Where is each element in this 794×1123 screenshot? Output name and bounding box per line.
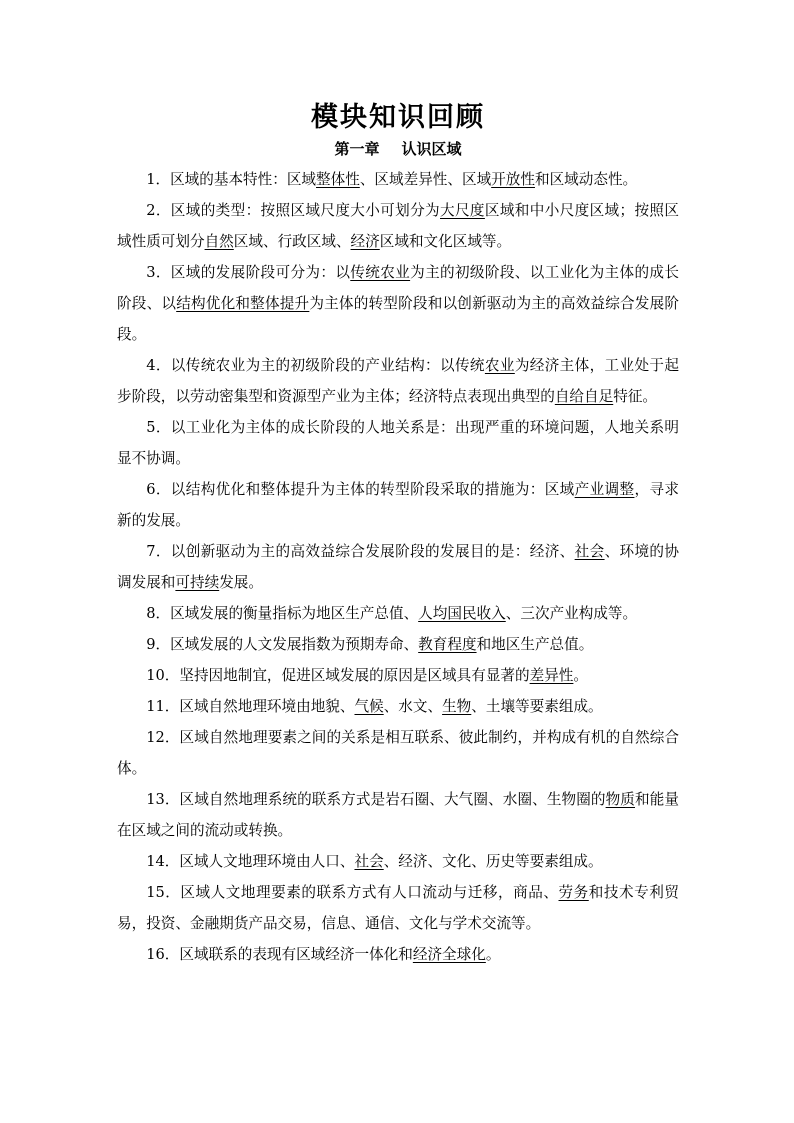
underlined-answer: 气候 [354, 698, 384, 715]
underlined-answer: 社会 [574, 543, 605, 560]
item-text: 、区域差异性、区域 [359, 171, 492, 188]
underlined-answer: 自给自足 [554, 388, 614, 405]
list-item [117, 722, 679, 784]
page-title: 模块知识回顾 [311, 102, 485, 133]
item-text: 发展。 [219, 574, 263, 591]
chapter-name: 认识区域 [401, 140, 462, 158]
item-text: 。 [485, 946, 501, 963]
item-text: 6．以结构优化和整体提升为主体的转型阶段采取的措施为：区域 [146, 481, 575, 498]
document-page [117, 98, 679, 970]
underlined-answer: 产业调整 [574, 481, 635, 498]
underlined-answer: 整体性 [316, 171, 360, 188]
item-text: 8．区域发展的衡量指标为地区生产总值、 [146, 605, 419, 622]
list-item [117, 536, 679, 598]
underlined-answer: 传统农业 [350, 264, 411, 281]
underlined-answer: 开放性 [491, 171, 535, 188]
list-item [117, 164, 679, 195]
list-item [117, 474, 679, 536]
list-item [117, 660, 679, 691]
underlined-answer: 劳务 [558, 884, 589, 901]
item-text: 、经济、文化、历史等要素组成。 [383, 853, 603, 870]
underlined-answer: 可持续 [175, 574, 220, 591]
item-text: 区域和中小尺度区域；按照区域性质可划分 [117, 202, 679, 250]
chapter-heading [117, 138, 679, 160]
item-text: 、环境的协调发展和 [117, 543, 679, 591]
chapter-label: 第一章 [334, 140, 380, 158]
item-text: 14．区域人文地理环境由人口、 [146, 853, 355, 870]
item-text: 9．区域发展的人文发展指数为预期寿命、 [146, 636, 419, 653]
item-text: 和能量在区域之间的流动或转换。 [117, 791, 679, 839]
item-text: 12．区域自然地理要素之间的关系是相互联系、彼此制约，并构成有机的自然综合体。 [117, 729, 679, 777]
item-text: 区域和文化区域等。 [379, 233, 512, 250]
item-text: 和地区生产总值。 [476, 636, 594, 653]
list-item [117, 350, 679, 412]
knowledge-list [117, 164, 679, 970]
list-item [117, 195, 679, 257]
item-text: 1．区域的基本特性：区域 [146, 171, 317, 188]
item-text: 13．区域自然地理系统的联系方式是岩石圈、大气圈、水圈、生物圈的 [146, 791, 606, 808]
item-text: 和区域动态性。 [534, 171, 638, 188]
underlined-answer: 结构优化和整体提升 [176, 295, 310, 312]
list-item [117, 412, 679, 474]
underlined-answer: 经济全球化 [412, 946, 486, 963]
item-text: 为主体的转型阶段和以创新驱动为主的高效益综合发展阶段。 [117, 295, 679, 343]
underlined-answer: 经济 [350, 233, 380, 250]
underlined-answer: 社会 [354, 853, 384, 870]
item-text: 10．坚持因地制宜，促进区域发展的原因是区域具有显著的 [146, 667, 530, 684]
list-item [117, 257, 679, 350]
item-text: 为主的初级阶段、以工业化为主体的成长阶段、以 [117, 264, 679, 312]
item-text: 16．区域联系的表现有区域经济一体化和 [146, 946, 413, 963]
list-item [117, 939, 679, 970]
underlined-answer: 生物 [442, 698, 472, 715]
item-text: ，寻求新的发展。 [117, 481, 679, 529]
item-text: 11．区域自然地理环境由地貌、 [146, 698, 355, 715]
item-text: 和技术专利贸易，投资、金融期货产品交易，信息、通信、文化与学术交流等。 [117, 884, 679, 932]
item-text: 。 [573, 667, 589, 684]
item-text: 4．以传统农业为主的初级阶段的产业结构：以传统 [146, 357, 485, 374]
underlined-answer: 农业 [484, 357, 515, 374]
item-text: 区域、行政区域、 [233, 233, 351, 250]
list-item [117, 846, 679, 877]
item-text: 、三次产业构成等。 [505, 605, 638, 622]
item-text: 为经济主体，工业处于起步阶段，以劳动密集型和资源型产业为主体；经济特点表现出典型的 [117, 357, 679, 405]
underlined-answer: 教育程度 [418, 636, 477, 653]
list-item [117, 784, 679, 846]
underlined-answer: 差异性 [529, 667, 574, 684]
list-item [117, 629, 679, 660]
underlined-answer: 人均国民收入 [418, 605, 506, 622]
list-item [117, 877, 679, 939]
underlined-answer: 大尺度 [440, 202, 485, 219]
item-text: 2．区域的类型：按照区域尺度大小可划分为 [146, 202, 441, 219]
item-text: 3．区域的发展阶段可分为：以 [146, 264, 351, 281]
list-item [117, 598, 679, 629]
underlined-answer: 自然 [204, 233, 234, 250]
item-text: 5．以工业化为主体的成长阶段的人地关系是：出现严重的环境问题，人地关系明显不协调。 [117, 419, 679, 467]
item-text: 特征。 [613, 388, 658, 405]
underlined-answer: 物质 [605, 791, 635, 808]
item-text: 7．以创新驱动为主的高效益综合发展阶段的发展目的是：经济、 [146, 543, 575, 560]
list-item [117, 691, 679, 722]
item-text: 、土壤等要素组成。 [471, 698, 603, 715]
item-text: 15．区域人文地理要素的联系方式有人口流动与迁移，商品、 [146, 884, 559, 901]
item-text: 、水文、 [383, 698, 443, 715]
